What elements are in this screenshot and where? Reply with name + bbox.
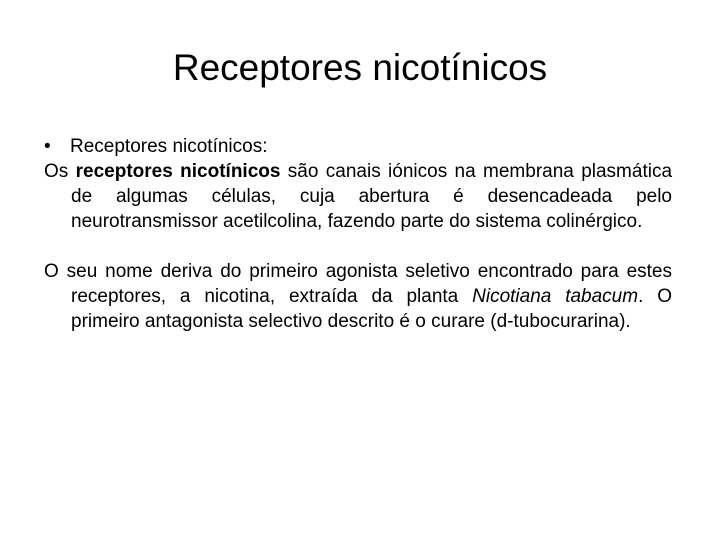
paragraph-origin-lead: O seu nome deriva do primeiro agonista seletivo encontrado para estes receptores, a nicotina, extraída da planta — [44, 261, 672, 307]
slide-content — [44, 134, 672, 334]
bullet-text: Receptores nicotínicos: — [70, 136, 268, 157]
paragraph-origin-italic: Nicotiana tabacum — [472, 286, 639, 307]
bullet-item — [44, 134, 672, 159]
slide-title: Receptores nicotínicos — [172, 47, 548, 88]
paragraph-definition-lead: Os — [44, 161, 76, 182]
paragraph-definition-rest: são canais iónicos na membrana plasmática de algumas células, cuja abertura é desencadeada pelo neurotransmissor acetilcolina, fazendo parte do sistema colinérgico. — [71, 161, 673, 232]
paragraph-origin — [44, 259, 672, 334]
paragraph-definition-bold: receptores nicotínicos — [75, 161, 281, 182]
paragraph-origin-rest: . O primeiro antagonista selectivo descrito é o curare (d-tubocurarina). — [71, 286, 672, 332]
paragraph-definition — [44, 159, 672, 234]
bullet-dot-icon: • — [44, 136, 51, 157]
